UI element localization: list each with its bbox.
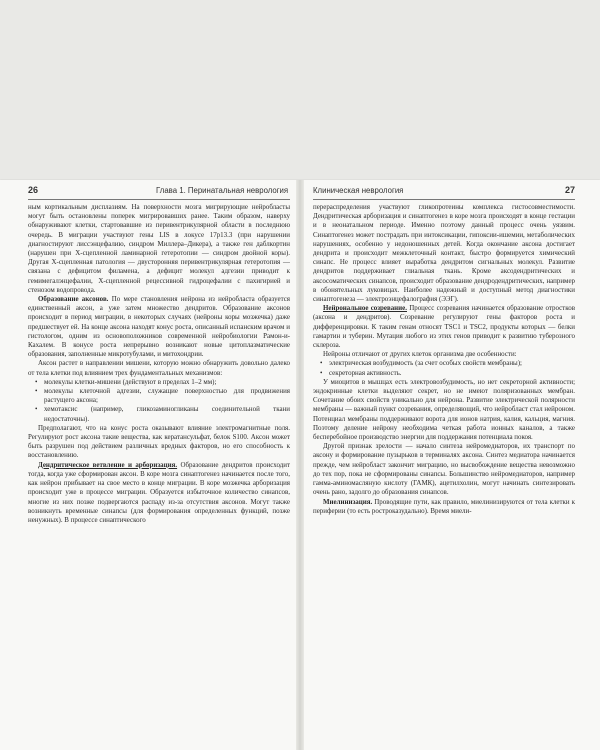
list-item: • секреторная активность. xyxy=(313,369,575,378)
paragraph-lead: Нейрональное созревание. xyxy=(323,304,407,313)
list-item: • хемотаксис (например, гликозаминогликаны соединительной ткани недостаточны). xyxy=(28,405,290,423)
book-gutter xyxy=(296,180,304,750)
blank-top-area xyxy=(0,0,600,180)
paragraph-text: Аксон растет в направлении мишени, которую можно обнаружить довольно далеко от тела клетки под влиянием трех фундаментальных механизмов: xyxy=(28,359,290,377)
paragraph-text: перераспределения участвуют гликопротеины комплекса гистосовместимости. Дендритическая арборизация и синаптогенез в коре мозга происходят в конце гестации и в неонатальном периоде. Именно поэтому данный процесс очень уязвим. Синаптогенез может пострадать при интоксикации, гипоксии-ишемии, метаболических нарушениях, особенно у недоношенных детей. Когда окончание аксона достигает дендрита и происходит межклеточный контакт, быстро формируется химический синапс. Не процесс влияет выработка дендритом сигнальных молекул. Развитие дендритов поддерживает глиальная ткань. Кроме аксодендритических и аксосоматических синапсов, происходит образование дендродендритических, например в обонятельных луковицах. Наиболее надежный и доступный метод диагностики синаптогенеза — электроэнцефалография (ЭЭГ). xyxy=(313,203,575,304)
paragraph-lead: Миелинизация. xyxy=(323,497,373,506)
paragraph-text: Образование дендритов происходит тогда, когда уже сформирован аксон. В коре мозга синаптогенез начинается после того, как нейрон прибывает на свое место в конце миграции. В коре мозжечка арборизация происходит уже в процессе миграции. Образуется избыточное количество синапсов, многие из них позже подвергаются распаду из-за отсутствия аксонов. Могут также возникнуть временные синапсы (для формирования определенных функций, позже ненужных). В процессе синаптического xyxy=(28,460,290,524)
right-text-column xyxy=(313,203,575,746)
list-item: • электрическая возбудимость (за счет особых свойств мембраны); xyxy=(313,359,575,368)
list-item: • молекулы клеточной адгезии, служащие поверхностью для продвижения растущего аксона; xyxy=(28,387,290,405)
paragraph-lead: Дендритическое ветвление и арборизация. xyxy=(38,460,178,469)
running-head: Глава 1. Перинатальная неврология xyxy=(156,186,289,195)
paragraph-text: Нейроны отличают от других клеток организма две особенности: xyxy=(323,350,517,359)
paragraph-text: ным кортикальным дисплазиям. На поверхности мозга мигрирующие нейробласты могут быть остановлены поперек мигрировавших ранее. Таким образом, наверху обнаруживают клетки, стартовавшие из перивентрикулярной области в последнюю очередь. В миграции участвуют гены LIS в локусе 17p13.3 (при нарушении диагностируют лиссэнцефалию, синдром Миллера–Дикера), а также ген даблкортин (нарушен при X-сцепленной ламинарной гетеротопии — синдром двойной коры). Другая X-сцепленная патология — двусторонняя перивентрикулярная гетеротопия — связана с дефицитом филамена, а дефицит молекул адгезии приводит к гемимегалэнцефалии, X-сцепленной рецессивной гидроцефалии с пахигирией и стенозом водопровода. xyxy=(28,203,290,294)
paragraph xyxy=(28,424,290,461)
paragraph xyxy=(313,442,575,497)
page-number: 27 xyxy=(564,185,575,195)
header-rule xyxy=(313,199,575,200)
paragraph-text: Проводящие пути, как правило, миелинизируются от тела клетки к периферии (то есть ростроказудально). Время миели- xyxy=(313,497,575,515)
paragraph xyxy=(28,359,290,377)
header-rule xyxy=(28,199,290,200)
left-page-header xyxy=(28,186,290,198)
paragraph-text: По мере становления нейрона из нейробласта образуется единственный аксон, а уже затем множество дендритов. Образование аксонов происходит в период миграции, в некоторых случаях (нейроны коры мозжечка) даже предшествует ей. На конце аксона находят конус роста, описанный испанским врачом и гистологом, одним из основоположников современной нейробиологии Рамон-и-Кахалем. В конусе роста непрерывно возникают новые цитоплазматические образования, заполненные микротубулами, и митохондрии. xyxy=(28,295,290,359)
list-item: • молекулы клетки-мишени (действуют в пределах 1–2 мм); xyxy=(28,378,290,387)
paragraph-text: Процесс созревания начинается образование отростков (аксона и дендритов). Созревание регулируют гены факторов роста и дифференцировки. К таким генам относят TSC1 и TSC2, продукты которых — белки гамартин и туберин. Мутация любого из этих генов приводит к развитию туберозного склероза. xyxy=(313,304,575,350)
running-head: Клиническая неврология xyxy=(313,186,404,195)
paragraph-text: Другой признак зрелости — начало синтеза нейромедиаторов, их транспорт по аксону и формирование пузырьков в терминалях аксона. Синтез медиатора начинается прежде, чем нейробласт закончит миграцию, но высвобождение вещества невозможно до тех пор, пока не сформированы синапсы. Большинство нейромедиаторов, например гамма-аминомасляную кислоту (ГАМК), ацетилхолин, могут начинать синтезировать очень рано, задолго до образования синапсов. xyxy=(313,442,575,497)
paragraph xyxy=(313,203,575,304)
paragraph xyxy=(313,378,575,442)
page-number: 26 xyxy=(28,185,39,195)
paragraph-lead: Образование аксонов. xyxy=(38,295,109,304)
paragraph xyxy=(28,203,290,295)
paragraph xyxy=(313,498,575,516)
right-page-header xyxy=(313,186,575,198)
paragraph xyxy=(28,461,290,525)
bullet-list xyxy=(28,378,290,424)
left-text-column xyxy=(28,203,290,746)
paragraph xyxy=(28,295,290,359)
paragraph xyxy=(313,350,575,359)
paragraph-text: Предполагают, что на конус роста оказывают влияние электромагнитные поля. Регулируют рост аксона такие вещества, как кератансульфат, белок S100. Аксон может быть разрушен под действием различных вредных факторов, но его способность к восстановлению. xyxy=(28,423,290,460)
bullet-list xyxy=(313,359,575,377)
paragraph-text: У миоцитов в мышцах есть электровозбудимость, но нет секреторной активности; эндокринные клетки выделяют секрет, но не имеют поляризованных мембран. Сочетание обоих свойств уникально для нейрона. Развитие электрической полярности мембраны — важный пункт созревания, определяющий, что нейробласт стал нейроном. Потенциал мембраны поддерживают ворота для ионов натрия, калия, кальция, магния. Поэтому деление нейрону необходима четкая работа ионных каналов, а также бесперебойное производство энергии для поддержания потенциала покоя. xyxy=(313,377,575,442)
paragraph xyxy=(313,304,575,350)
